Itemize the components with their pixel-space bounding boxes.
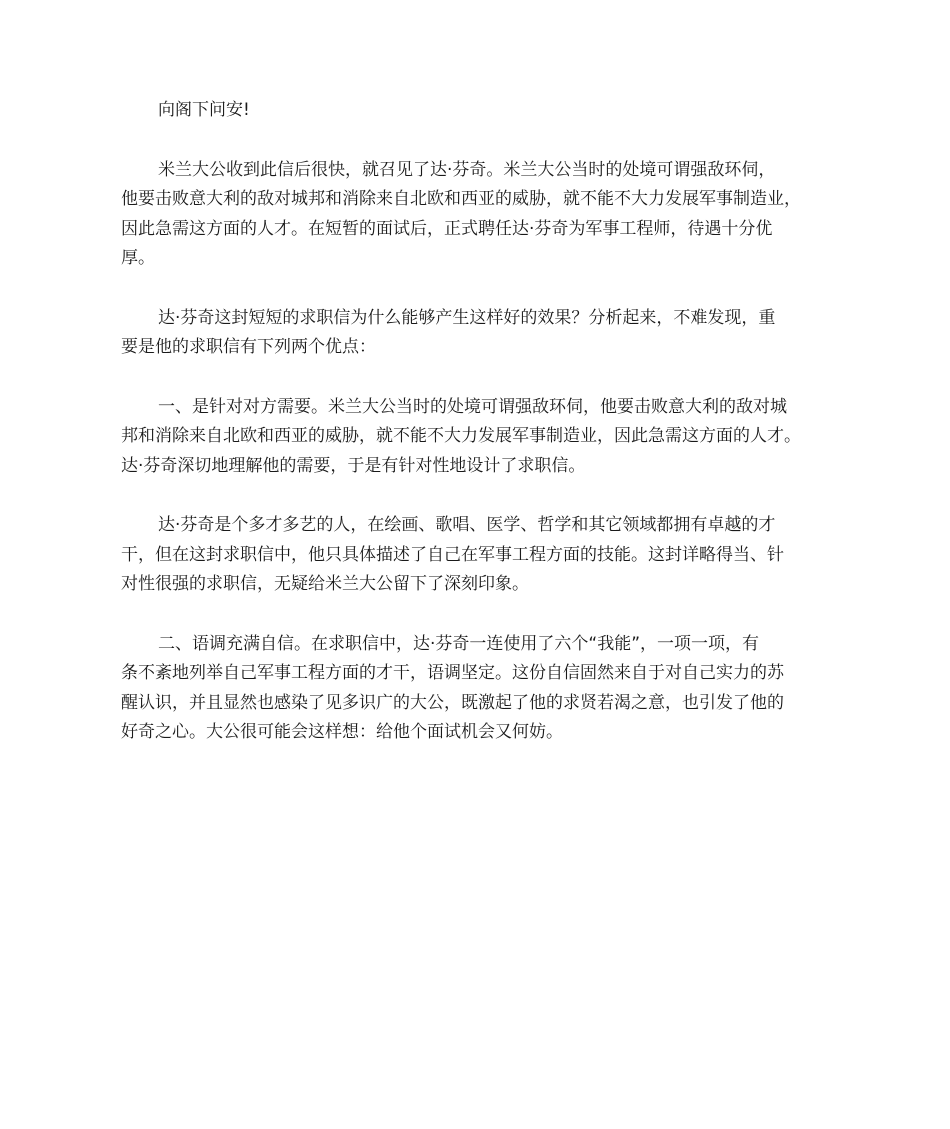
paragraph-2 bbox=[121, 304, 839, 363]
paragraph-line: 一、是针对对方需要。米兰大公当时的处境可谓强敌环伺，他要击败意大利的敌对城 bbox=[158, 396, 787, 417]
paragraph-line: 要是他的求职信有下列两个优点： bbox=[121, 337, 376, 357]
paragraph-line: 达·芬奇这封短短的求职信为什么能够产生这样好的效果？分析起来，不难发现，重 bbox=[158, 307, 776, 328]
paragraph-gap bbox=[121, 274, 839, 304]
paragraph-line: 对性很强的求职信，无疑给米兰大公留下了深刻印象。 bbox=[121, 574, 529, 594]
paragraph-line: 厚。 bbox=[121, 248, 155, 268]
document-body bbox=[121, 96, 839, 748]
paragraph-3 bbox=[121, 393, 839, 482]
paragraph-line: 好奇之心。大公很可能会这样想：给他个面试机会又何妨。 bbox=[121, 722, 563, 742]
paragraph-line: 干，但在这封求职信中，他只具体描述了自己在军事工程方面的技能。这封详略得当、针 bbox=[121, 544, 784, 565]
paragraph-gap bbox=[121, 126, 839, 156]
paragraph-line: 因此急需这方面的人才。在短暂的面试后，正式聘任达·芬奇为军事工程师，待遇十分优 bbox=[121, 218, 773, 239]
paragraph-line: 他要击败意大利的敌对城邦和消除来自北欧和西亚的威胁，就不能不大力发展军事制造业， bbox=[121, 189, 801, 209]
paragraph-line: 醒认识，并且显然也感染了见多识广的大公，既激起了他的求贤若渴之意，也引发了他的 bbox=[121, 692, 784, 713]
greeting-line: 向阁下问安! bbox=[158, 100, 250, 120]
paragraph-5 bbox=[121, 630, 839, 748]
paragraph-line: 达·芬奇深切地理解他的需要，于是有针对性地设计了求职信。 bbox=[121, 455, 586, 476]
paragraph-gap bbox=[121, 600, 839, 630]
paragraph-line: 米兰大公收到此信后很快，就召见了达·芬奇。米兰大公当时的处境可谓强敌环伺， bbox=[158, 159, 776, 180]
paragraph-line: 二、语调充满自信。在求职信中，达·芬奇一连使用了六个“我能”，一项一项，有 bbox=[158, 633, 760, 654]
paragraph-1 bbox=[121, 156, 839, 274]
paragraph-line: 条不紊地列举自己军事工程方面的才干，语调坚定。这份自信固然来自于对自己实力的苏 bbox=[121, 663, 784, 683]
paragraph-4 bbox=[121, 511, 839, 600]
paragraph-gap bbox=[121, 363, 839, 393]
paragraph-line: 邦和消除来自北欧和西亚的威胁，就不能不大力发展军事制造业，因此急需这方面的人才。 bbox=[121, 426, 801, 446]
paragraph-line: 达·芬奇是个多才多艺的人，在绘画、歌唱、医学、哲学和其它领域都拥有卓越的才 bbox=[158, 515, 776, 535]
paragraph-gap bbox=[121, 481, 839, 511]
